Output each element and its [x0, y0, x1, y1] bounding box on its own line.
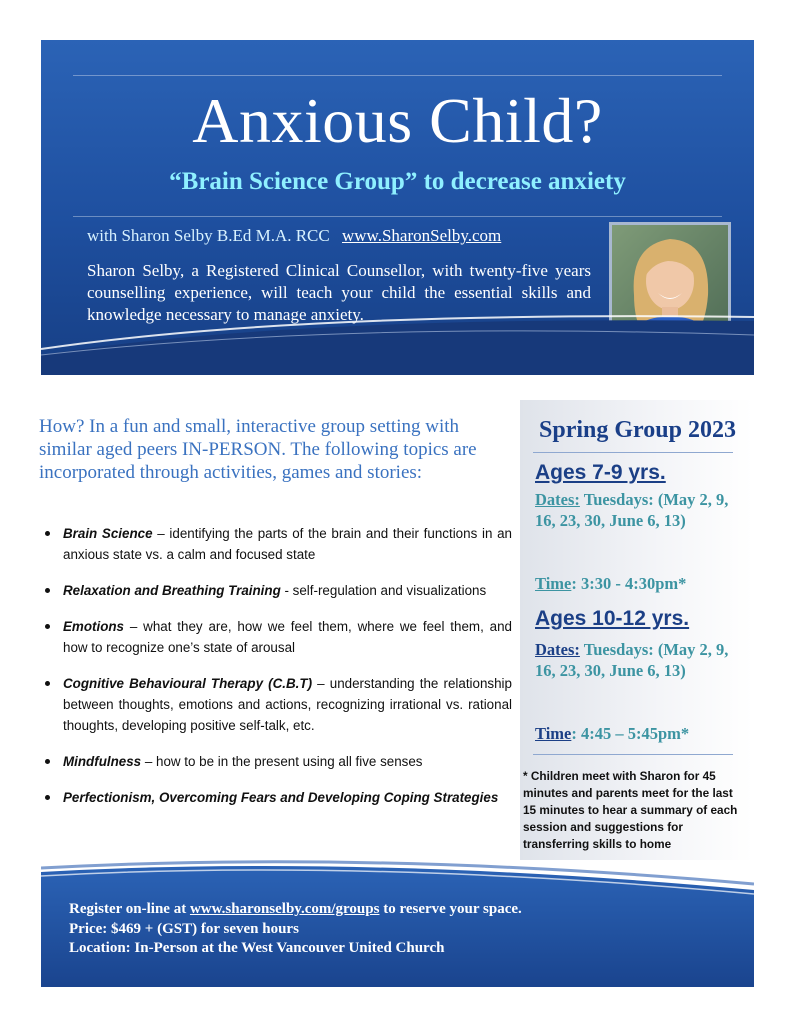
dates-label: Dates:	[535, 640, 580, 659]
dates-value: Tuesdays: (May 2, 9, 16, 23, 30, June 6, 13)	[535, 640, 729, 680]
list-item	[40, 787, 512, 808]
time-value: : 3:30 - 4:30pm*	[571, 574, 687, 593]
list-item	[40, 523, 512, 565]
intro-paragraph: Sharon Selby, a Registered Clinical Counsellor, with twenty-five years counselling experience, will teach your child the essential skills and knowledge necessary to manage anxiety.	[87, 261, 591, 324]
bullet-icon	[45, 681, 50, 686]
schedule-divider	[533, 452, 733, 453]
group1-dates	[535, 489, 735, 531]
topic-name: Perfectionism, Overcoming Fears and Developing Coping Strategies	[63, 790, 499, 805]
group1-ages: Ages 7-9 yrs.	[535, 461, 666, 484]
presenter-line	[87, 224, 501, 248]
list-item	[40, 673, 512, 736]
bullet-icon	[45, 531, 50, 536]
register-line	[69, 900, 522, 920]
header-banner	[41, 40, 754, 375]
topic-name: Mindfulness	[63, 754, 142, 769]
dates-label: Dates:	[535, 490, 580, 509]
header-top-rule	[73, 75, 722, 76]
group2-ages: Ages 10-12 yrs.	[535, 607, 690, 630]
time-label: Time	[535, 574, 572, 593]
bullet-icon	[45, 624, 50, 629]
topic-desc: – what they are, how we feel them, where we feel them, and how to recognize one’s state of arousal	[63, 619, 512, 655]
register-link[interactable]: www.sharonselby.com/groups	[189, 901, 380, 917]
page-title: Anxious Child?	[192, 85, 603, 156]
presenter-credentials: with Sharon Selby B.Ed M.A. RCC	[87, 226, 330, 245]
topic-name: Relaxation and Breathing Training	[63, 583, 281, 598]
parent-note: * Children meet with Sharon for 45 minutes and parents meet for the last 15 minutes to hear a summary of each session and suggestions for transferring skills to home	[523, 769, 738, 851]
header-divider	[73, 216, 722, 217]
schedule-divider	[533, 754, 733, 755]
group2-time	[535, 723, 689, 744]
footer-info	[69, 900, 522, 959]
website-link[interactable]: www.SharonSelby.com	[342, 226, 502, 245]
page-subtitle: “Brain Science Group” to decrease anxiety	[169, 168, 626, 195]
group2-dates	[535, 639, 735, 681]
topic-desc: - self-regulation and visualizations	[280, 583, 487, 598]
bullet-icon	[45, 795, 50, 800]
topic-name: Cognitive Behavioural Therapy (C.B.T)	[63, 676, 313, 691]
header-swoosh	[41, 315, 754, 375]
topic-desc: – how to be in the present using all five senses	[141, 754, 423, 769]
bullet-icon	[45, 759, 50, 764]
topic-list	[40, 523, 512, 808]
how-to-intro: How? In a fun and small, interactive group setting with similar aged peers IN-PERSON. The following topics are incorporated through activities, games and stories:	[39, 416, 477, 483]
topic-desc: – understanding the relationship between thoughts, emotions and actions, recognizing irrational vs. rational thoughts, developing positive self-talk, etc.	[63, 676, 512, 733]
time-value: : 4:45 – 5:45pm*	[571, 724, 690, 743]
group1-time	[535, 573, 686, 594]
footer-banner	[41, 860, 754, 987]
price-line: Price: $469 + (GST) for seven hours	[69, 920, 299, 937]
list-item	[40, 616, 512, 658]
register-suffix: to reserve your space.	[379, 901, 522, 917]
topic-name: Emotions	[63, 619, 125, 634]
bullet-icon	[45, 588, 50, 593]
topic-name: Brain Science	[63, 526, 153, 541]
dates-value: Tuesdays: (May 2, 9, 16, 23, 30, June 6, 13)	[535, 490, 729, 530]
schedule-title: Spring Group 2023	[539, 417, 736, 443]
topic-desc: – identifying the parts of the brain and their functions in an anxious state vs. a calm and focused state	[63, 526, 512, 562]
list-item	[40, 580, 512, 601]
time-label: Time	[535, 724, 572, 743]
register-prefix: Register on-line at	[69, 901, 190, 917]
location-line: Location: In-Person at the West Vancouver United Church	[69, 940, 445, 956]
list-item	[40, 751, 512, 772]
